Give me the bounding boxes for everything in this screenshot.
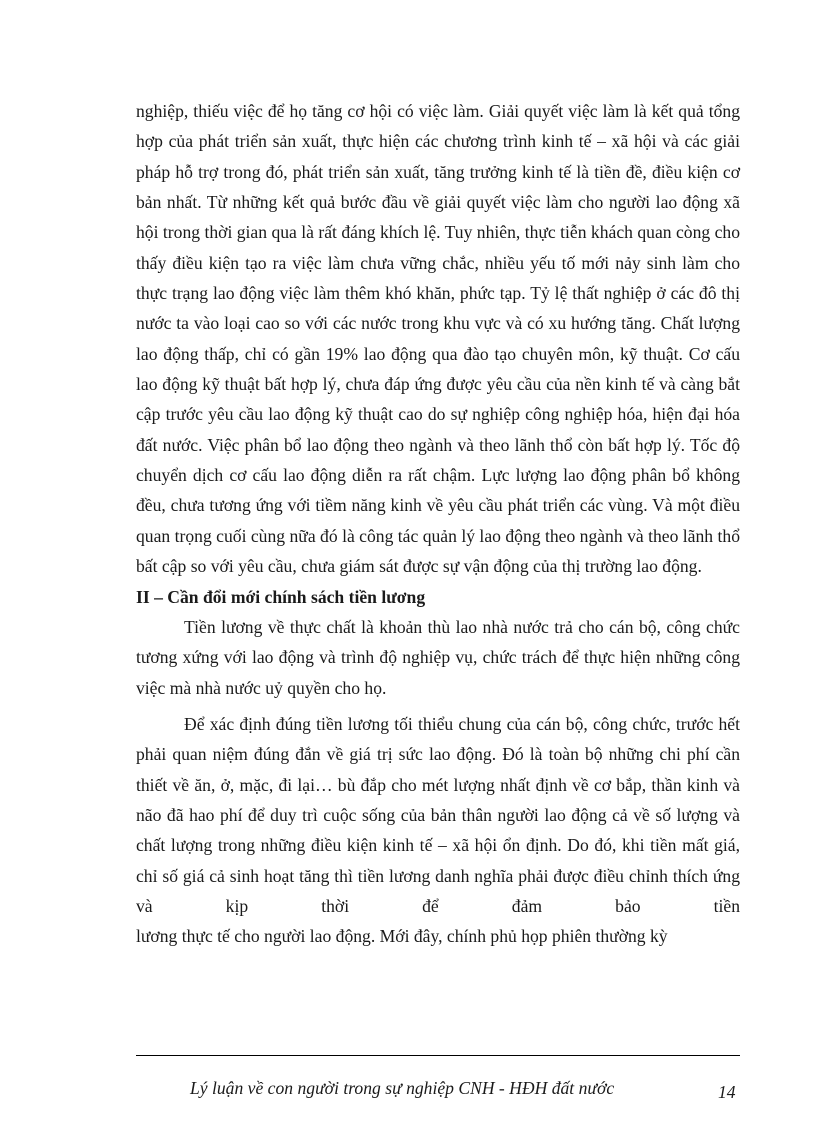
footer-divider <box>136 1055 740 1056</box>
footer-title: Lý luận về con người trong sự nghiệp CNH - HĐH đất nước <box>190 1078 615 1098</box>
paragraph-minimum-wage-last-line: lương thực tế cho người lao động. Mới đây, chính phủ họp phiên thường kỳ <box>136 926 668 947</box>
page-number: 14 <box>718 1082 736 1102</box>
paragraph-minimum-wage: Để xác định đúng tiền lương tối thiểu chung của cán bộ, công chức, trước hết phải quan niệm đúng đắn về giá trị sức lao động. Đó là toàn bộ những chi phí cần thiết về ăn, ở, mặc, đi lại… bù đắp cho mét lượng nhất định về cơ bắp, thần kinh và não đã hao phí để duy trì cuộc sống của bản thân người lao động cả về số lượng và chất lượng trong những điều kiện kinh tế – xã hội ổn định. Do đó, khi tiền mất giá, chỉ số giá cả sinh hoạt tăng thì tiền lương danh nghĩa phải được điều chỉnh thích ứng và kịp thời để đảm bảo tiền <box>136 713 740 916</box>
paragraph-employment: nghiệp, thiếu việc để họ tăng cơ hội có việc làm. Giải quyết việc làm là kết quả tổng hợp của phát triển sản xuất, thực hiện các chương trình kinh tế – xã hội và các giải pháp hỗ trợ trong đó, phát triển sản xuất, tăng trưởng kinh tế là tiền đề, điều kiện cơ bản nhất. Từ những kết quả bước đầu về giải quyết việc làm cho người lao động xã hội trong thời gian qua là rất đáng khích lệ. Tuy nhiên, thực tiễn khách quan còng cho thấy điều kiện tạo ra việc làm chưa vững chắc, nhiều yếu tố mới nảy sinh làm cho thực trạng lao động việc làm thêm khó khăn, phức tạp. Tỷ lệ thất nghiệp ở các đô thị nước ta vào loại cao so với các nước trong khu vực và có xu hướng tăng. Chất lượng lao động thấp, chỉ có gần 19% lao động qua đào tạo chuyên môn, kỹ thuật. Cơ cấu lao động kỹ thuật bất hợp lý, chưa đáp ứng được yêu cầu của nền kinh tế và càng bắt cập trước yêu cầu lao động kỹ thuật cao do sự nghiệp công nghiệp hóa, hiện đại hóa đất nước. Việc phân bổ lao động theo ngành và theo lãnh thổ còn bất hợp lý. Tốc độ chuyển dịch cơ cấu lao động diễn ra rất chậm. Lực lượng lao động phân bổ không đều, chưa tương ứng với tiềm năng kinh về yêu cầu phát triển các vùng. Và một điều quan trọng cuối cùng nữa đó là công tác quản lý lao động theo ngành và theo lãnh thổ bất cập so với yêu cầu, chưa giám sát được sự vận động của thị trường lao động. <box>136 101 740 577</box>
section-heading: II – Cần đổi mới chính sách tiền lương <box>136 586 426 607</box>
paragraph-salary-definition: Tiền lương về thực chất là khoản thù lao nhà nước trả cho cán bộ, công chức tương xứng với lao động và trình độ nghiệp vụ, chức trách để thực hiện những công việc mà nhà nước uỷ quyền cho họ. <box>136 616 740 698</box>
body-text <box>136 96 740 952</box>
